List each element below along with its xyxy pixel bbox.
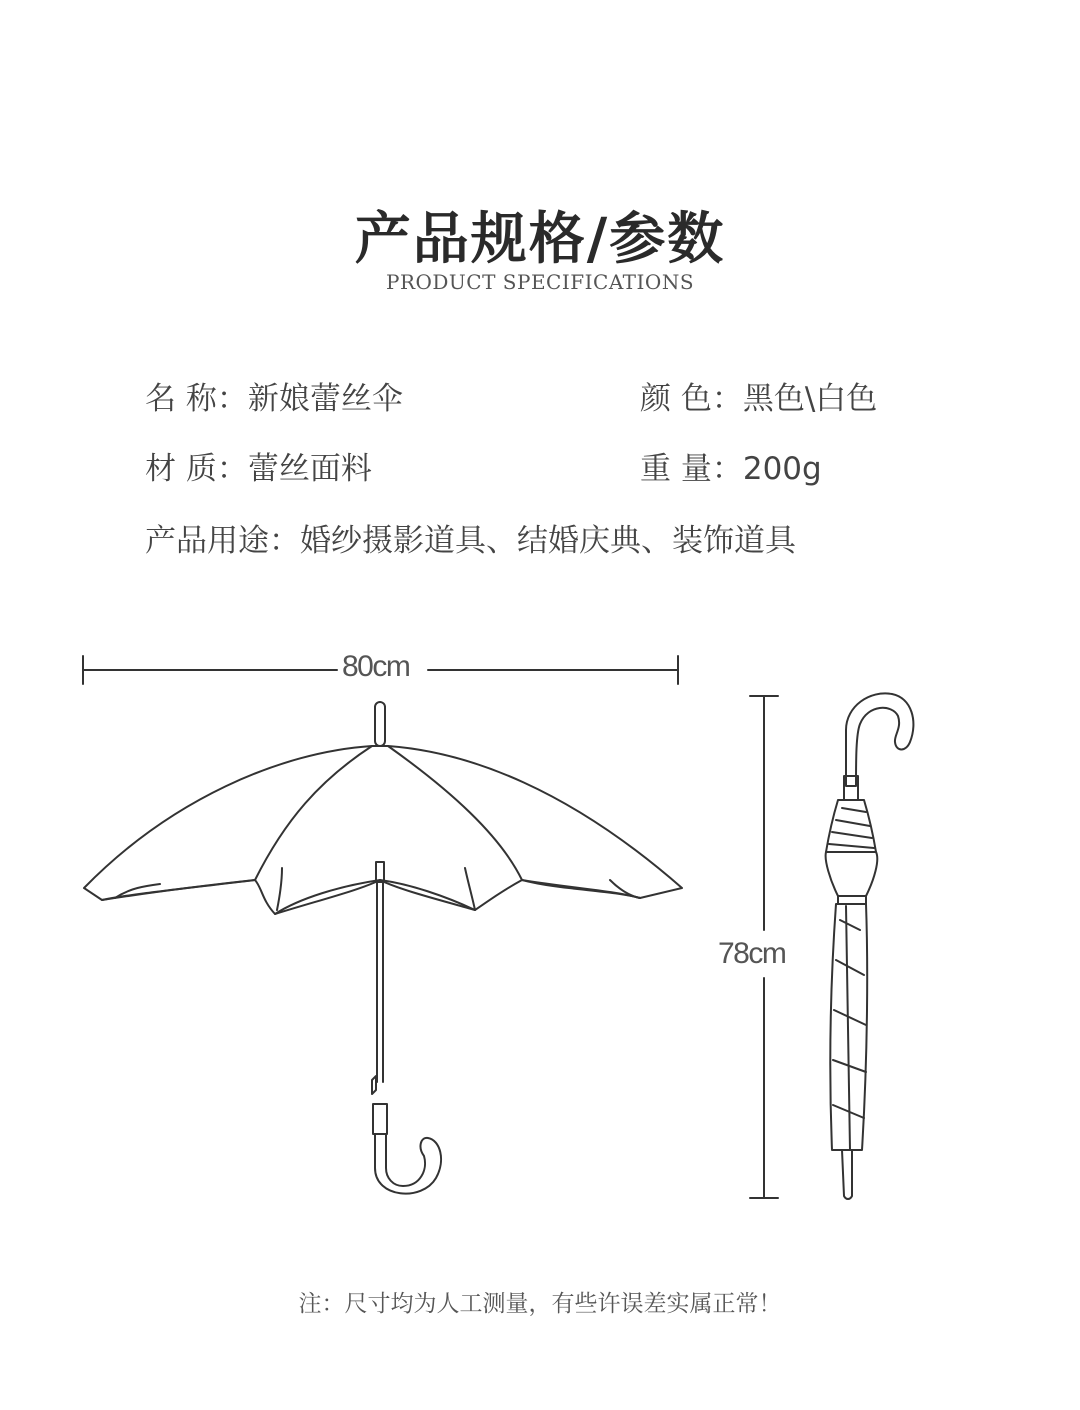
footer-note: 注：尺寸均为人工测量，有些许误差实属正常！ (298, 1291, 782, 1317)
length-label: 78cm (718, 937, 786, 970)
spec-name: 名 称：新娘蕾丝伞 (145, 381, 403, 417)
page-subtitle: PRODUCT SPECIFICATIONS (385, 270, 695, 294)
spec-usage: 产品用途：婚纱摄影道具、结婚庆典、装饰道具 (145, 523, 796, 559)
spec-material: 材 质：蕾丝面料 (145, 451, 372, 487)
spec-color: 颜 色：黑色\白色 (640, 381, 878, 417)
page-title: 产品规格/参数 (354, 207, 726, 272)
spec-weight: 重 量：200g (640, 451, 822, 487)
open-umbrella-icon (84, 702, 682, 1194)
closed-umbrella-icon (826, 693, 914, 1199)
width-label: 80cm (342, 650, 410, 683)
